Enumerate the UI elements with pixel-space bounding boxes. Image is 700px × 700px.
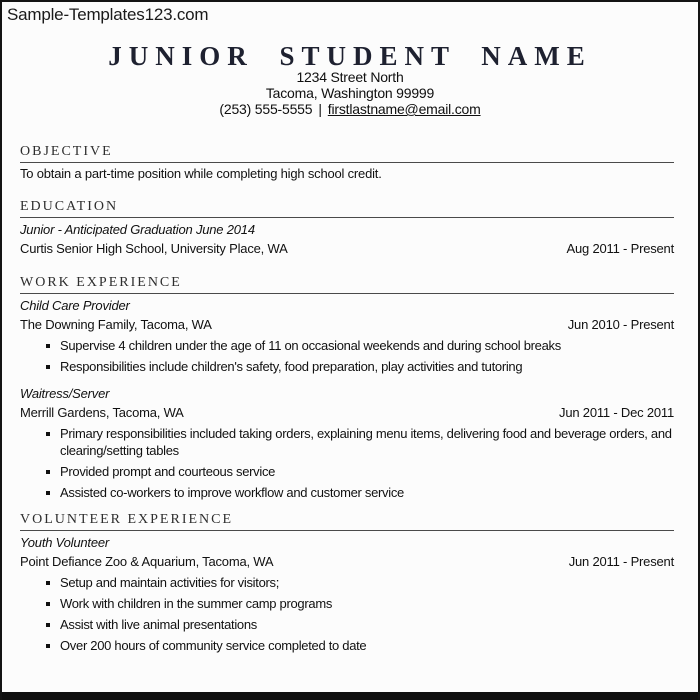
address-line-1: 1234 Street North: [296, 69, 404, 85]
job-bullet-text: Responsibilities include children's safety, food preparation, play activities and tutoring: [60, 358, 523, 374]
section-title-objective: OBJECTIVE: [20, 144, 674, 163]
resume-header: [2, 43, 698, 118]
education-row: [20, 241, 674, 257]
job-bullet-list: [20, 425, 674, 501]
phone-number: (253) 555-5555: [219, 101, 313, 117]
volunteer-dates: Jun 2011 - Present: [568, 553, 674, 569]
job-org-row: [20, 405, 674, 421]
job-org: The Downing Family, Tacoma, WA: [20, 316, 212, 332]
job-bullet: [20, 463, 674, 480]
volunteer-bullet-list: [20, 574, 674, 654]
job-bullet-text: Assisted co-workers to improve workflow and customer service: [60, 484, 404, 500]
address-line-2: Tacoma, Washington 99999: [265, 84, 435, 101]
job-dates: Jun 2010 - Present: [567, 316, 674, 332]
job-org-row: [20, 317, 674, 333]
objective-text: To obtain a part-time position while completing high school credit.: [20, 165, 382, 181]
section-title-volunteer-experience: VOLUNTEER EXPERIENCE: [20, 512, 674, 531]
job-role: Waitress/Server: [20, 385, 110, 401]
watermark-bottom-bar: [2, 692, 698, 700]
section-title-work-experience: WORK EXPERIENCE: [20, 275, 674, 294]
volunteer-bullet-text: Assist with live animal presentations: [60, 616, 257, 632]
job-bullet: [20, 358, 674, 375]
volunteer-bullet-text: Over 200 hours of community service completed to date: [60, 637, 367, 653]
job-bullet: [20, 425, 674, 459]
volunteer-role: Youth Volunteer: [20, 534, 110, 550]
volunteer-bullet: [20, 595, 674, 612]
education-degree: Junior - Anticipated Graduation June 2014: [20, 221, 255, 237]
resume-body: [2, 144, 698, 654]
job-bullet: [20, 484, 674, 501]
job-dates: Jun 2011 - Dec 2011: [559, 404, 674, 420]
volunteer-bullet-text: Work with children in the summer camp programs: [60, 595, 333, 611]
email-link[interactable]: firstlastname@email.com: [327, 101, 481, 117]
watermark-site-label: Sample-Templates123.com: [7, 5, 209, 24]
volunteer-bullet: [20, 574, 674, 591]
volunteer-org-row: [20, 554, 674, 570]
education-dates: Aug 2011 - Present: [566, 240, 674, 256]
job-bullet-text: Supervise 4 children under the age of 11 on occasional weekends and during school breaks: [60, 337, 561, 353]
resume-name: JUNIOR STUDENT NAME: [108, 41, 592, 71]
volunteer-bullet: [20, 616, 674, 633]
volunteer-bullet-text: Setup and maintain activities for visitors;: [60, 574, 280, 590]
job-org: Merrill Gardens, Tacoma, WA: [20, 404, 184, 420]
education-school: Curtis Senior High School, University Place, WA: [20, 240, 288, 256]
job-bullet-text: Provided prompt and courteous service: [60, 463, 276, 479]
contact-line: [2, 102, 698, 118]
job-role: Child Care Provider: [20, 297, 130, 313]
job-bullet-list: [20, 337, 674, 375]
job-bullet: [20, 337, 674, 354]
volunteer-org: Point Defiance Zoo & Aquarium, Tacoma, WA: [20, 553, 274, 569]
volunteer-bullet: [20, 637, 674, 654]
contact-separator: |: [318, 101, 322, 117]
section-title-education: EDUCATION: [20, 199, 674, 218]
job-bullet-text: Primary responsibilities included taking orders, explaining menu items, delivering food and beverage orders, and clearing/setting tables: [60, 425, 672, 458]
